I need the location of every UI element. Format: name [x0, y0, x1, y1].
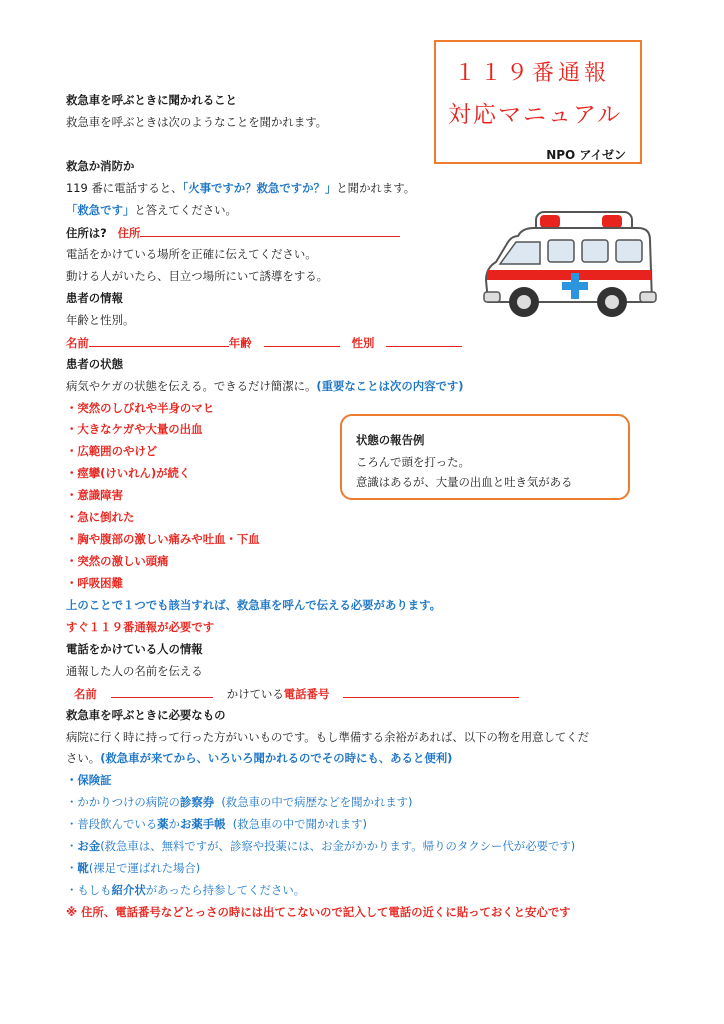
needed-item-insurance: ・保険証	[66, 773, 112, 787]
address-line-1: 電話をかけている場所を正確に伝えてください。	[66, 247, 317, 261]
emergency-heading: 救急か消防か	[66, 159, 135, 173]
emergency-text	[66, 180, 415, 196]
emergency-text-c: と聞かれます。	[336, 181, 416, 195]
ambulance-illustration	[478, 206, 660, 324]
needed-item-medicine-d: お薬手帳	[179, 817, 226, 831]
title-line-2: 対応マニュアル	[448, 102, 623, 128]
caller-fields	[66, 685, 519, 702]
needed-item-medicine-b: 薬	[157, 817, 169, 831]
needed-item-shoes	[66, 860, 200, 876]
symptom-item: ・意識障害	[66, 488, 123, 502]
bottom-note: ※ 住所、電話番号などとっさの時には出てこないので記入して電話の近くに貼っておくと安心です	[66, 905, 571, 919]
needed-item-money	[66, 838, 575, 854]
symptom-item: ・急に倒れた	[66, 510, 135, 524]
answer-emergency: 「救急です」	[66, 203, 135, 217]
symptom-item: ・呼吸困難	[66, 576, 123, 590]
needed-item-medicine	[66, 816, 367, 832]
patient-state-text-a: 病気やケガの状態を伝える。できるだけ簡潔に。	[66, 379, 317, 393]
emergency-question: 「火事ですか？救急ですか？」	[182, 181, 337, 195]
caller-phone-label: 電話番号	[283, 687, 330, 701]
organization-name: NPO アイゼン	[546, 148, 626, 162]
intro-heading: 救急車を呼ぶときに聞かれること	[66, 93, 237, 107]
symptom-item: ・胸や腹部の激しい痛みや吐血・下血	[66, 532, 260, 546]
symptom-item: ・広範囲のやけど	[66, 444, 158, 458]
patient-age-blank	[264, 334, 340, 347]
report-example-line-2: 意識はあるが、大量の出血と吐き気がある	[356, 475, 573, 489]
needed-item-money-b: お金	[77, 839, 101, 853]
needed-item-money-a: ・	[66, 839, 78, 853]
needed-item-shoes-b: 靴	[77, 861, 89, 875]
address-field-label: 住所	[117, 226, 141, 240]
caller-heading: 電話をかけている人の情報	[66, 642, 203, 656]
needed-item-card-b: 診察券	[179, 795, 215, 809]
patient-state-note: (重要なことは次の内容です)	[316, 379, 464, 393]
patient-info-heading: 患者の情報	[66, 291, 123, 305]
symptom-item: ・突然の激しい頭痛	[66, 554, 169, 568]
needed-heading: 救急車を呼ぶときに必要なもの	[66, 708, 226, 722]
report-example-line-1: ころんで頭を打った。	[356, 455, 470, 469]
needed-line-2-a: さい。	[66, 751, 101, 765]
needed-item-card-a: ・かかりつけの病院の	[66, 795, 180, 809]
symptom-conclusion: 上のことで１つでも該当すれば、救急車を呼んで伝える必要があります。	[66, 598, 441, 612]
needed-line-1: 病院に行く時に持って行った方がいいものです。もし準備する余裕があれば、以下の物を用意してくだ	[66, 730, 590, 744]
patient-info-fields	[66, 334, 462, 351]
emergency-text-a: 119 番に電話すると、	[66, 181, 183, 195]
caller-name-label: 名前	[74, 687, 97, 701]
title-line-1: １１９番通報	[454, 61, 611, 86]
needed-item-medicine-c: か	[168, 817, 180, 831]
needed-item-shoes-c: (裸足で運ばれた場合)	[88, 861, 201, 875]
emergency-answer	[66, 202, 237, 218]
needed-item-referral-c: があったら持参してください。	[145, 883, 306, 897]
patient-sex-label: 性別	[351, 336, 375, 350]
needed-item-medicine-e: (救急車の中で聞かれます)	[232, 817, 367, 831]
patient-name-label: 名前	[66, 336, 89, 350]
symptom-item: ・大きなケガや大量の出血	[66, 422, 203, 436]
caller-calling-label: かけている	[226, 687, 284, 701]
needed-item-referral-b: 紹介状	[111, 883, 146, 897]
caller-name-blank	[111, 685, 213, 698]
patient-state-heading: 患者の状態	[66, 357, 123, 371]
address-line-2: 動ける人がいたら、目立つ場所にいて誘導をする。	[66, 269, 328, 283]
report-example-box	[340, 414, 630, 500]
title-box	[434, 40, 642, 164]
needed-item-card-c: (救急車の中で病歴などを聞かれます)	[221, 795, 413, 809]
caller-text: 通報した人の名前を伝える	[66, 664, 203, 678]
needed-line-2-note: (救急車が来てから、いろいろ聞かれるのでその時にも、あると便利)	[100, 751, 453, 765]
address-heading: 住所は?	[66, 226, 107, 240]
needed-item-card	[66, 794, 413, 810]
patient-age-label: 年齢	[228, 336, 252, 350]
patient-name-blank	[89, 334, 229, 347]
intro-text: 救急車を呼ぶときは次のようなことを聞かれます。	[66, 115, 328, 129]
caller-phone-blank	[343, 685, 519, 698]
report-example-title: 状態の報告例	[356, 433, 425, 447]
needed-item-money-c: (救急車は、無料ですが、診察や投薬には、お金がかかります。帰りのタクシー代が必要です)	[100, 839, 576, 853]
address-blank	[140, 224, 400, 237]
needed-item-medicine-a: ・普段飲んでいる	[66, 817, 158, 831]
symptom-item: ・痙攣(けいれん)が続く	[66, 466, 191, 480]
needed-item-referral	[66, 882, 305, 898]
patient-info-text: 年齢と性別。	[66, 313, 135, 327]
needed-item-referral-a: ・もしも	[66, 883, 112, 897]
needed-item-shoes-a: ・	[66, 861, 78, 875]
patient-state-text	[66, 378, 463, 394]
address-row	[66, 224, 400, 241]
answer-instruction: と答えてください。	[134, 203, 237, 217]
needed-line-2	[66, 750, 452, 766]
patient-sex-blank	[386, 334, 462, 347]
must-call-note: すぐ１１９番通報が必要です	[66, 620, 215, 634]
symptom-item: ・突然のしびれや半身のマヒ	[66, 401, 215, 415]
